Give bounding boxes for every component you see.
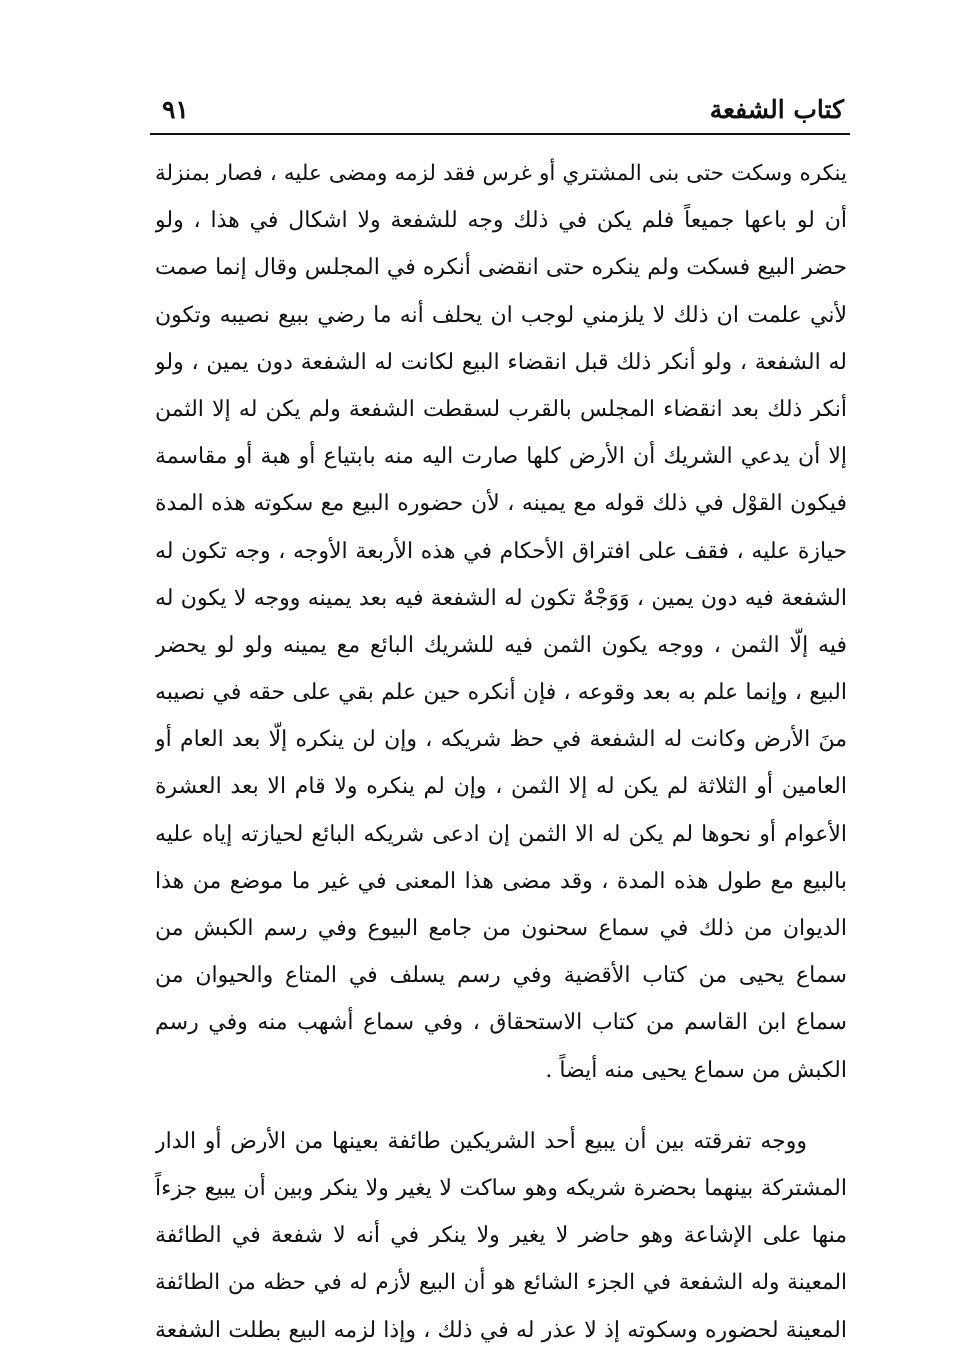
text-line: البيع ، وإنما علم به بعد وقوعه ، فإن أنكره حين علم بقي على حقه في نصيبه: [155, 680, 847, 706]
text-line: ينكره وسكت حتى بنى المشتري أو غرس فقد لزمه ومضى عليه ، فصار بمنزلة: [155, 161, 847, 186]
paragraph-spacer: [155, 1094, 847, 1118]
paragraph: [155, 1118, 847, 1354]
text-line: الأعوام أو نحوها لم يكن له الا الثمن إن ادعى شريكه البائع لحيازته إياه عليه: [155, 821, 847, 847]
text-line: منَ الأرض وكانت له الشفعة في حظ شريكه ، وإن لن ينكره إلّا بعد العام أو: [155, 727, 847, 753]
text-line: حيازة عليه ، فقف على افتراق الأحكام في هذه الأربعة الأوجه ، وجه تكون له: [155, 538, 847, 564]
text-line: المعينة لحضوره وسكوته إذ لا عذر له في ذلك ، وإذا لزمه البيع بطلت الشفعة: [155, 1317, 847, 1343]
header-divider: [150, 133, 850, 135]
text-line: فيه إلّا الثمن ، ووجه يكون الثمن فيه للشريك البائع مع يمينه ولو لو يحضر: [155, 632, 847, 658]
text-line: المعينة وله الشفعة في الجزء الشائع هو أن البيع لأزم له في حظه من الطائفة: [155, 1270, 847, 1296]
text-line: أن لو باعها جميعاً فلم يكن في ذلك وجه للشفعة ولا اشكال في هذا ، ولو: [155, 208, 847, 234]
text-line: لأني علمت ان ذلك لا يلزمني لوجب ان يحلف أنه ما رضي ببيع نصيبه وتكون: [155, 302, 847, 328]
running-title: كتاب الشفعة: [709, 95, 844, 124]
text-line: العامين أو الثلاثة لم يكن له إلا الثمن ، وإن لم ينكره ولا قام الا بعد العشرة: [155, 774, 847, 800]
text-line: منها على الإشاعة وهو حاضر لا يغير ولا ينكر في أنه لا شفعة في الطائفة: [155, 1223, 847, 1249]
text-line: حضر البيع فسكت ولم ينكره حتى انقضى أنكره في المجلس وقال إنما صمت: [155, 255, 847, 281]
text-line: الشفعة فيه دون يمين ، وَوَجْهٌ تكون له الشفعة فيه بعد يمينه ووجه لا يكون له: [155, 585, 847, 611]
body-text: [155, 150, 847, 1354]
text-line: الديوان من ذلك في سماع سحنون من جامع البيوع وفي رسم الكبش من: [155, 916, 847, 941]
text-line: سماع ابن القاسم من كتاب الاستحقاق ، وفي سماع أشهب منه وفي رسم: [155, 1010, 847, 1036]
text-line: الكبش من سماع يحيى منه أيضاً .: [545, 1057, 847, 1083]
text-line: له الشفعة ، ولو أنكر ذلك قبل انقضاء البيع لكانت له الشفعة دون يمين ، ولو: [155, 349, 847, 375]
text-line: أنكر ذلك بعد انقضاء المجلس بالقرب لسقطت الشفعة ولم يكن له إلا الثمن: [155, 396, 847, 422]
text-line: بالبيع مع طول هذه المدة ، وقد مضى هذا المعنى في غير ما موضع من هذا: [155, 868, 847, 894]
text-line: المشتركة بينهما بحضرة شريكه وهو ساكت لا يغير ولا ينكر وبين أن يبيع جزءاً: [155, 1175, 847, 1201]
text-line: فيكون القوْل في ذلك قوله مع يمينه ، لأن حضوره البيع مع سكوته هذه المدة: [155, 491, 847, 517]
page-header: [150, 92, 850, 132]
text-line: سماع يحيى من كتاب الأقضية وفي رسم يسلف في المتاع والحيوان من: [155, 963, 847, 989]
page-number: ٩١: [162, 95, 189, 124]
paragraph: [155, 150, 847, 1094]
text-line: ووجه تفرقته بين أن يبيع أحد الشريكين طائفة بعينها من الأرض أو الدار: [155, 1128, 807, 1154]
text-line: إلا أن يدعي الشريك أن الأرض كلها صارت اليه منه بابتياع أو هبة أو مقاسمة: [155, 444, 847, 470]
